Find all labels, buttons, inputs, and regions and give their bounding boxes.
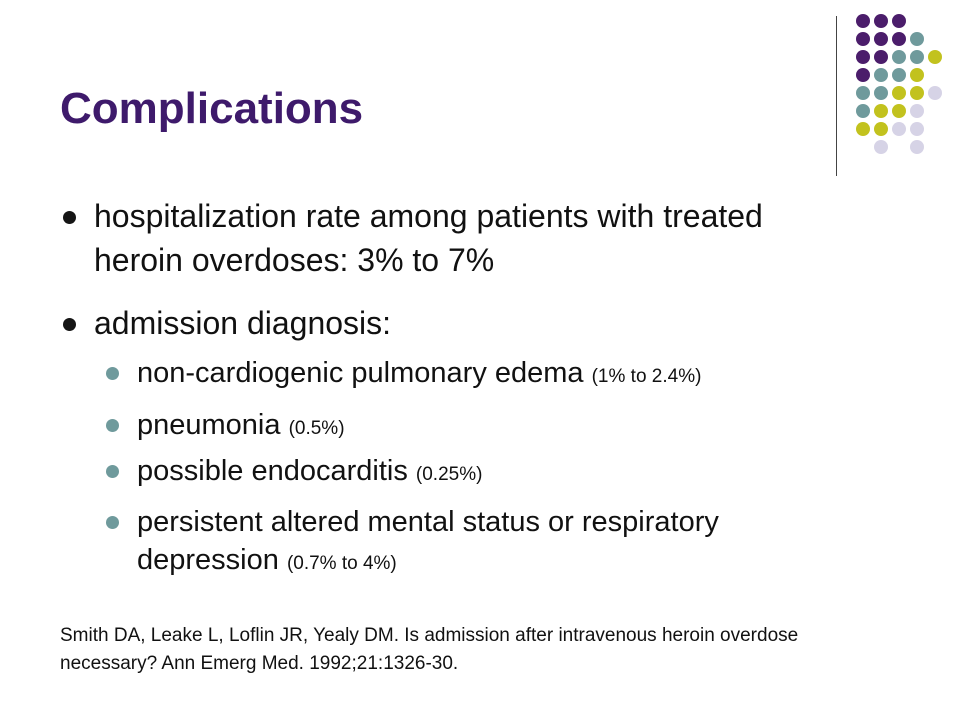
dot-olive (928, 50, 942, 64)
sub-bullet-text: pneumonia (137, 409, 281, 441)
dot-lavender (910, 104, 924, 118)
sub-bullet-item (137, 503, 857, 583)
dot-teal (874, 86, 888, 100)
dot-lavender (928, 86, 942, 100)
dot-teal (874, 68, 888, 82)
decorative-vertical-line (836, 16, 837, 176)
decorative-dot-grid (846, 10, 956, 160)
dot-purple (874, 50, 888, 64)
dot-teal (892, 50, 906, 64)
dot-purple (856, 50, 870, 64)
sub-bullet-note: (0.25%) (415, 464, 483, 485)
dot-olive (910, 68, 924, 82)
dot-lavender (910, 122, 924, 136)
bullet-text: hospitalization rate among patients with treated heroin overdoses: 3% to 7% (94, 198, 763, 278)
sub-bullet-text: persistent altered mental status or respiratory depression (137, 506, 719, 576)
dot-olive (892, 104, 906, 118)
dot-teal (910, 32, 924, 46)
bullet-item (94, 194, 834, 282)
dot-purple (856, 68, 870, 82)
citation: Smith DA, Leake L, Loflin JR, Yealy DM. Is admission after intravenous heroin overdose necessary? Ann Emerg Med. 1992;21:1326-30. (60, 625, 799, 674)
dot-olive (910, 86, 924, 100)
dot-purple (874, 14, 888, 28)
dot-lavender (910, 140, 924, 154)
dot-olive (892, 86, 906, 100)
sub-bullet-text: non-cardiogenic pulmonary edema (137, 357, 584, 389)
dot-teal (892, 68, 906, 82)
dot-teal (856, 86, 870, 100)
dot-purple (892, 14, 906, 28)
dot-purple (856, 32, 870, 46)
sub-bullet-item (137, 406, 857, 448)
dot-purple (874, 32, 888, 46)
dot-purple (892, 32, 906, 46)
dot-purple (856, 14, 870, 28)
bullet-item (94, 301, 834, 345)
dot-lavender (874, 140, 888, 154)
sub-bullet-note: (1% to 2.4%) (591, 366, 702, 387)
dot-teal (856, 104, 870, 118)
bullet-text: admission diagnosis: (94, 305, 392, 341)
sub-bullet-item (137, 452, 857, 494)
sub-bullet-note: (0.5%) (288, 418, 345, 439)
dot-teal (910, 50, 924, 64)
sub-bullet-text: possible endocarditis (137, 455, 408, 487)
dot-lavender (892, 122, 906, 136)
dot-olive (874, 122, 888, 136)
sub-bullet-item (137, 354, 857, 396)
slide-title: Complications (60, 84, 364, 133)
dot-olive (856, 122, 870, 136)
sub-bullet-note: (0.7% to 4%) (286, 553, 397, 574)
dot-olive (874, 104, 888, 118)
